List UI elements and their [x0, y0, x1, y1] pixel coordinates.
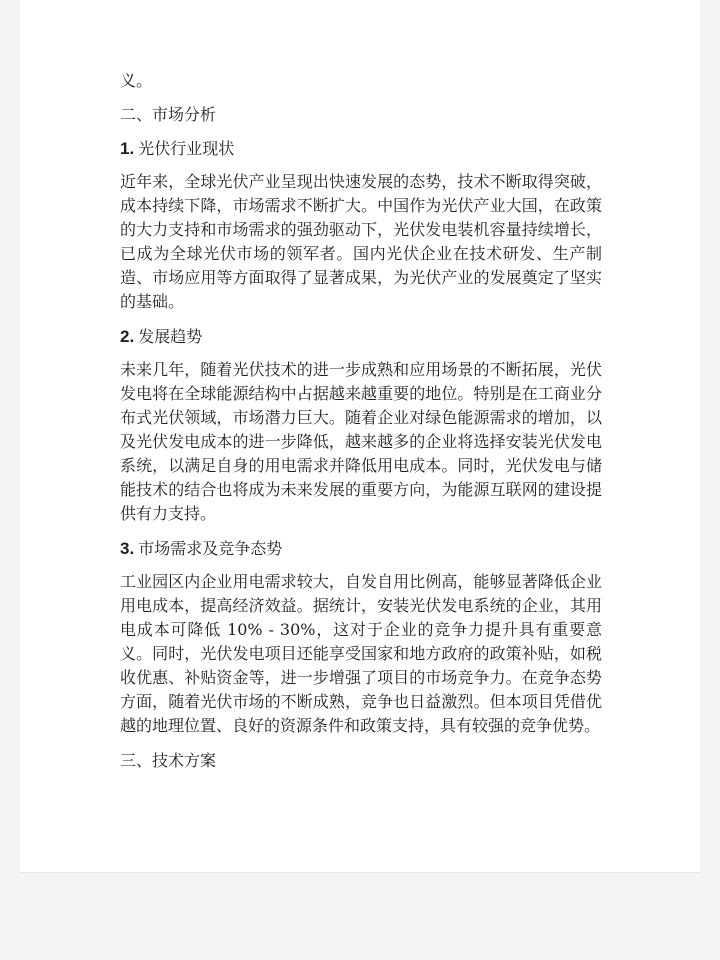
subheading-development-trend [120, 324, 602, 350]
subheading-title: 光伏行业现状 [138, 139, 235, 158]
subheading-industry-status [120, 136, 602, 162]
document-page [20, 0, 700, 873]
subheading-number: 1. [120, 139, 135, 158]
subheading-title: 市场需求及竞争态势 [138, 539, 283, 558]
paragraph-development-trend: 未来几年，随着光伏技术的进一步成熟和应用场景的不断拓展，光伏发电将在全球能源结构中占据越来越重要的地位。特别是在工商业分布式光伏领域，市场潜力巨大。随着企业对绿色能源需求的增加，以及光伏发电成本的进一步降低，越来越多的企业将选择安装光伏发电系统，以满足自身的用电需求并降低用电成本。同时，光伏发电与储能技术的结合也将成为未来发展的重要方向，为能源互联网的建设提供有力支持。 [120, 360, 602, 523]
paragraph-market-demand: 工业园区内企业用电需求较大，自发自用比例高，能够显著降低企业用电成本，提高经济效益。据统计，安装光伏发电系统的企业，其用电成本可降低 10% - 30%，这对于企业的竞争力提升具有重要意义。同时，光伏发电项目还能享受国家和地方政府的政策补贴，如税收优惠、补贴资金等，进一步增强了项目的市场竞争力。在竞争态势方面，随着光伏市场的不断成熟，竞争也日益激烈。但本项目凭借优越的地理位置、良好的资源条件和政策支持，具有较强的竞争优势。 [120, 572, 602, 735]
subheading-number: 2. [120, 327, 135, 346]
subheading-title: 发展趋势 [138, 327, 203, 346]
paragraph-industry-status: 近年来，全球光伏产业呈现出快速发展的态势，技术不断取得突破，成本持续下降，市场需求不断扩大。中国作为光伏产业大国，在政策的大力支持和市场需求的强劲驱动下，光伏发电装机容量持续增长，已成为全球光伏市场的领军者。国内光伏企业在技术研发、生产制造、市场应用等方面取得了显著成果，为光伏产业的发展奠定了坚实的基础。 [120, 172, 602, 311]
subheading-number: 3. [120, 539, 135, 558]
section-heading-market-analysis: 二、市场分析 [120, 105, 217, 124]
paragraph-fragment: 义。 [120, 71, 153, 90]
section-heading-technical-plan: 三、技术方案 [120, 751, 217, 770]
subheading-market-demand [120, 536, 602, 562]
document-body [120, 68, 602, 774]
